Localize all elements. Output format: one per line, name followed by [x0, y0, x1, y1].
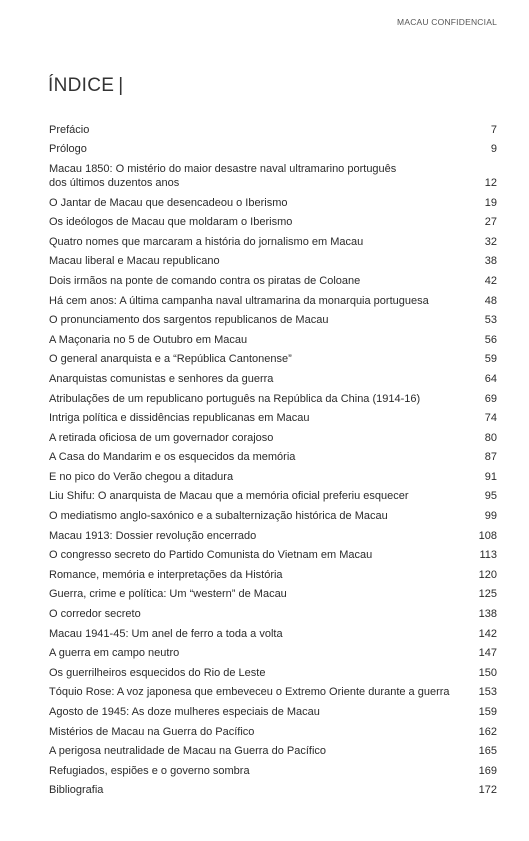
toc-entry — [49, 624, 497, 644]
toc-entry — [49, 120, 497, 140]
toc-entry — [49, 428, 497, 448]
toc-entry-page: 120 — [478, 568, 497, 581]
toc-entry-title: A perigosa neutralidade de Macau na Guerra do Pacífico — [49, 745, 327, 758]
toc-entry-title: Macau 1941-45: Um anel de ferro a toda a volta — [49, 627, 283, 640]
toc-entry-title: O general anarquista e a “República Cantonense” — [49, 353, 292, 366]
toc-entry-page: 74 — [484, 412, 497, 425]
toc-entry-title: Guerra, crime e política: Um “western” de Macau — [49, 588, 287, 601]
toc-entry — [49, 741, 497, 761]
toc-entry-page: 64 — [484, 372, 497, 385]
toc-entry-title: Macau 1913: Dossier revolução encerrado — [49, 529, 257, 542]
toc-entry — [49, 506, 497, 526]
toc-entry-title: O congresso secreto do Partido Comunista do Vietnam em Macau — [49, 549, 373, 562]
toc-entry-title: O mediatismo anglo-saxónico e a subalternização histórica de Macau — [49, 510, 388, 523]
toc-entry — [49, 545, 497, 565]
toc-entry-title: A guerra em campo neutro — [49, 647, 180, 660]
toc-entry-page: 9 — [490, 143, 497, 156]
toc-entry-title: Refugiados, espiões e o governo sombra — [49, 764, 250, 777]
toc-entry — [49, 781, 497, 801]
toc-entry-page: 80 — [484, 431, 497, 444]
toc-entry-title: O pronunciamento dos sargentos republicanos de Macau — [49, 314, 329, 327]
page-title-text: ÍNDICE — [48, 74, 115, 96]
toc-entry-title: Mistérios de Macau na Guerra do Pacífico — [49, 725, 255, 738]
toc-entry — [49, 193, 497, 213]
toc-entry-page: 138 — [478, 608, 497, 621]
toc-entry — [49, 702, 497, 722]
toc-entry-page: 12 — [484, 176, 497, 189]
toc-entry-title: Prólogo — [49, 143, 87, 156]
toc-entry-page: 153 — [478, 686, 497, 699]
toc-entry — [49, 408, 497, 428]
toc-entry — [49, 526, 497, 546]
toc-entry — [49, 663, 497, 683]
toc-entry-title: Liu Shifu: O anarquista de Macau que a memória oficial preferiu esquecer — [49, 490, 409, 503]
toc-entry-page: 19 — [484, 196, 497, 209]
toc-entry-title: A retirada oficiosa de um governador corajoso — [49, 431, 274, 444]
toc-entry — [49, 291, 497, 311]
toc-entry-page: 147 — [478, 647, 497, 660]
running-header: MACAU CONFIDENCIAL — [397, 17, 497, 27]
toc-entry-title: Os ideólogos de Macau que moldaram o Iberismo — [49, 216, 293, 229]
toc-entry — [49, 565, 497, 585]
toc-entry — [49, 252, 497, 272]
toc-entry — [49, 683, 497, 703]
toc-entry-title: O Jantar de Macau que desencadeou o Iberismo — [49, 196, 288, 209]
toc-entry — [49, 350, 497, 370]
toc-entry — [49, 487, 497, 507]
toc-entry-page: 32 — [484, 235, 497, 248]
toc-entry-title: A Casa do Mandarim e os esquecidos da memória — [49, 451, 296, 464]
toc-entry-page: 59 — [484, 353, 497, 366]
toc-entry-page: 53 — [484, 314, 497, 327]
toc-entry-page: 142 — [478, 627, 497, 640]
toc-entry — [49, 159, 497, 193]
toc-entry — [49, 232, 497, 252]
toc-entry-page: 27 — [484, 216, 497, 229]
toc-entry-page: 69 — [484, 392, 497, 405]
toc-entry — [49, 310, 497, 330]
toc-entry — [49, 761, 497, 781]
toc-entry-page: 172 — [478, 784, 497, 797]
toc-entry — [49, 448, 497, 468]
toc-entry-page: 108 — [478, 529, 497, 542]
toc-entry-page: 99 — [484, 510, 497, 523]
toc-entry-page: 165 — [478, 745, 497, 758]
toc-entry-title: Intriga política e dissidências republicanas em Macau — [49, 412, 310, 425]
toc-entry-page: 95 — [484, 490, 497, 503]
toc-entry — [49, 389, 497, 409]
page-title — [48, 75, 123, 97]
toc-entry-page: 7 — [490, 123, 497, 136]
toc-entry — [49, 330, 497, 350]
toc-entry-title: Tóquio Rose: A voz japonesa que embeveceu o Extremo Oriente durante a guerra — [49, 686, 450, 699]
table-of-contents — [49, 120, 497, 800]
toc-entry — [49, 604, 497, 624]
toc-entry-page: 38 — [484, 255, 497, 268]
toc-entry — [49, 585, 497, 605]
toc-entry-title: Anarquistas comunistas e senhores da guerra — [49, 372, 274, 385]
toc-entry-page: 48 — [484, 294, 497, 307]
toc-entry-title: Quatro nomes que marcaram a história do jornalismo em Macau — [49, 235, 364, 248]
toc-entry-title: E no pico do Verão chegou a ditadura — [49, 470, 234, 483]
toc-entry — [49, 271, 497, 291]
toc-entry-page: 125 — [478, 588, 497, 601]
toc-entry — [49, 467, 497, 487]
toc-entry-title: A Maçonaria no 5 de Outubro em Macau — [49, 333, 248, 346]
toc-entry — [49, 722, 497, 742]
toc-entry-title: Agosto de 1945: As doze mulheres especiais de Macau — [49, 706, 320, 719]
toc-entry — [49, 140, 497, 160]
toc-entry-title: Há cem anos: A última campanha naval ultramarina da monarquia portuguesa — [49, 294, 429, 307]
toc-entry-title: Romance, memória e interpretações da História — [49, 568, 283, 581]
toc-entry-page: 42 — [484, 274, 497, 287]
toc-entry-page: 169 — [478, 764, 497, 777]
toc-entry — [49, 643, 497, 663]
toc-entry-page: 162 — [478, 725, 497, 738]
toc-entry-title: O corredor secreto — [49, 608, 141, 621]
toc-entry-page: 113 — [479, 549, 497, 562]
toc-entry — [49, 369, 497, 389]
toc-entry-title: Prefácio — [49, 123, 90, 136]
toc-entry-page: 150 — [478, 666, 497, 679]
toc-entry-page: 87 — [484, 451, 497, 464]
toc-entry-title: Dois irmãos na ponte de comando contra os piratas de Coloane — [49, 274, 361, 287]
title-cursor: | — [118, 74, 124, 96]
toc-entry-title: Macau liberal e Macau republicano — [49, 255, 220, 268]
toc-entry-page: 159 — [478, 706, 497, 719]
toc-entry — [49, 212, 497, 232]
toc-entry-title: Bibliografia — [49, 784, 104, 797]
toc-entry-title: Os guerrilheiros esquecidos do Rio de Leste — [49, 666, 266, 679]
toc-entry-title: Atribulações de um republicano português na República da China (1914-16) — [49, 392, 421, 405]
toc-entry-page: 91 — [484, 470, 497, 483]
toc-entry-title: Macau 1850: O mistério do maior desastre naval ultramarino português dos últimos duzentos anos — [49, 162, 397, 189]
toc-entry-page: 56 — [484, 333, 497, 346]
